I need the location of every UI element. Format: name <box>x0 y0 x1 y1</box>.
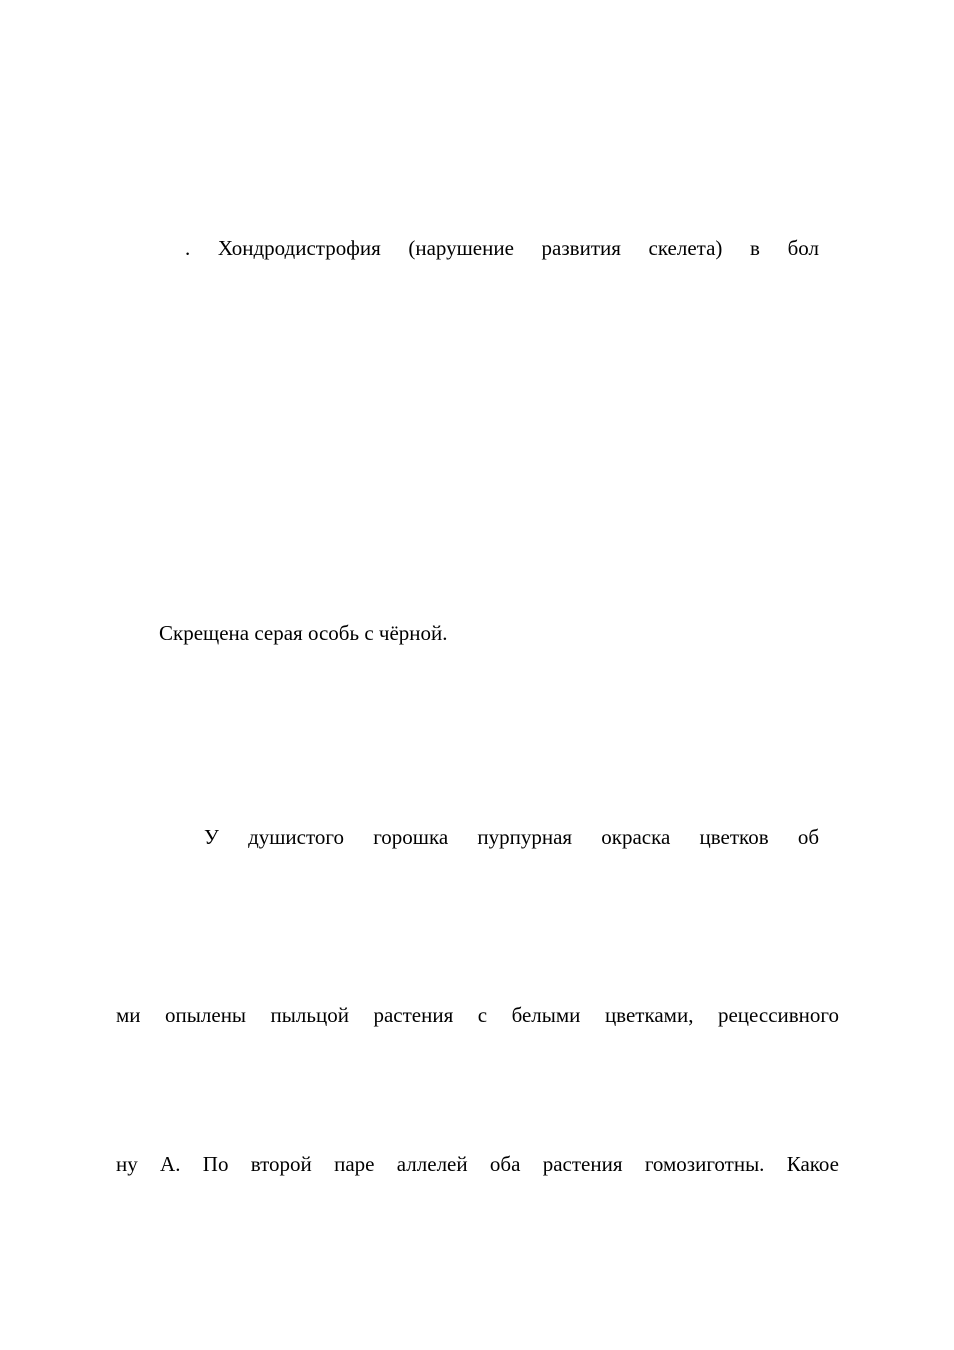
text-line-homozygous: ну А. По второй паре аллелей оба растения гомозиготны. Какое <box>116 1152 839 1176</box>
text-line-pollination: ми опылены пыльцой растения с белыми цветками, рецессивного <box>116 1003 839 1027</box>
text-line-sweet-pea: У душистого горошка пурпурная окраска цветков об <box>204 825 819 849</box>
text-line-chondrodystrophy: . Хондродистрофия (нарушение развития скелета) в бол <box>185 236 819 260</box>
text-line-crossing: Скрещена серая особь с чёрной. <box>159 621 448 645</box>
